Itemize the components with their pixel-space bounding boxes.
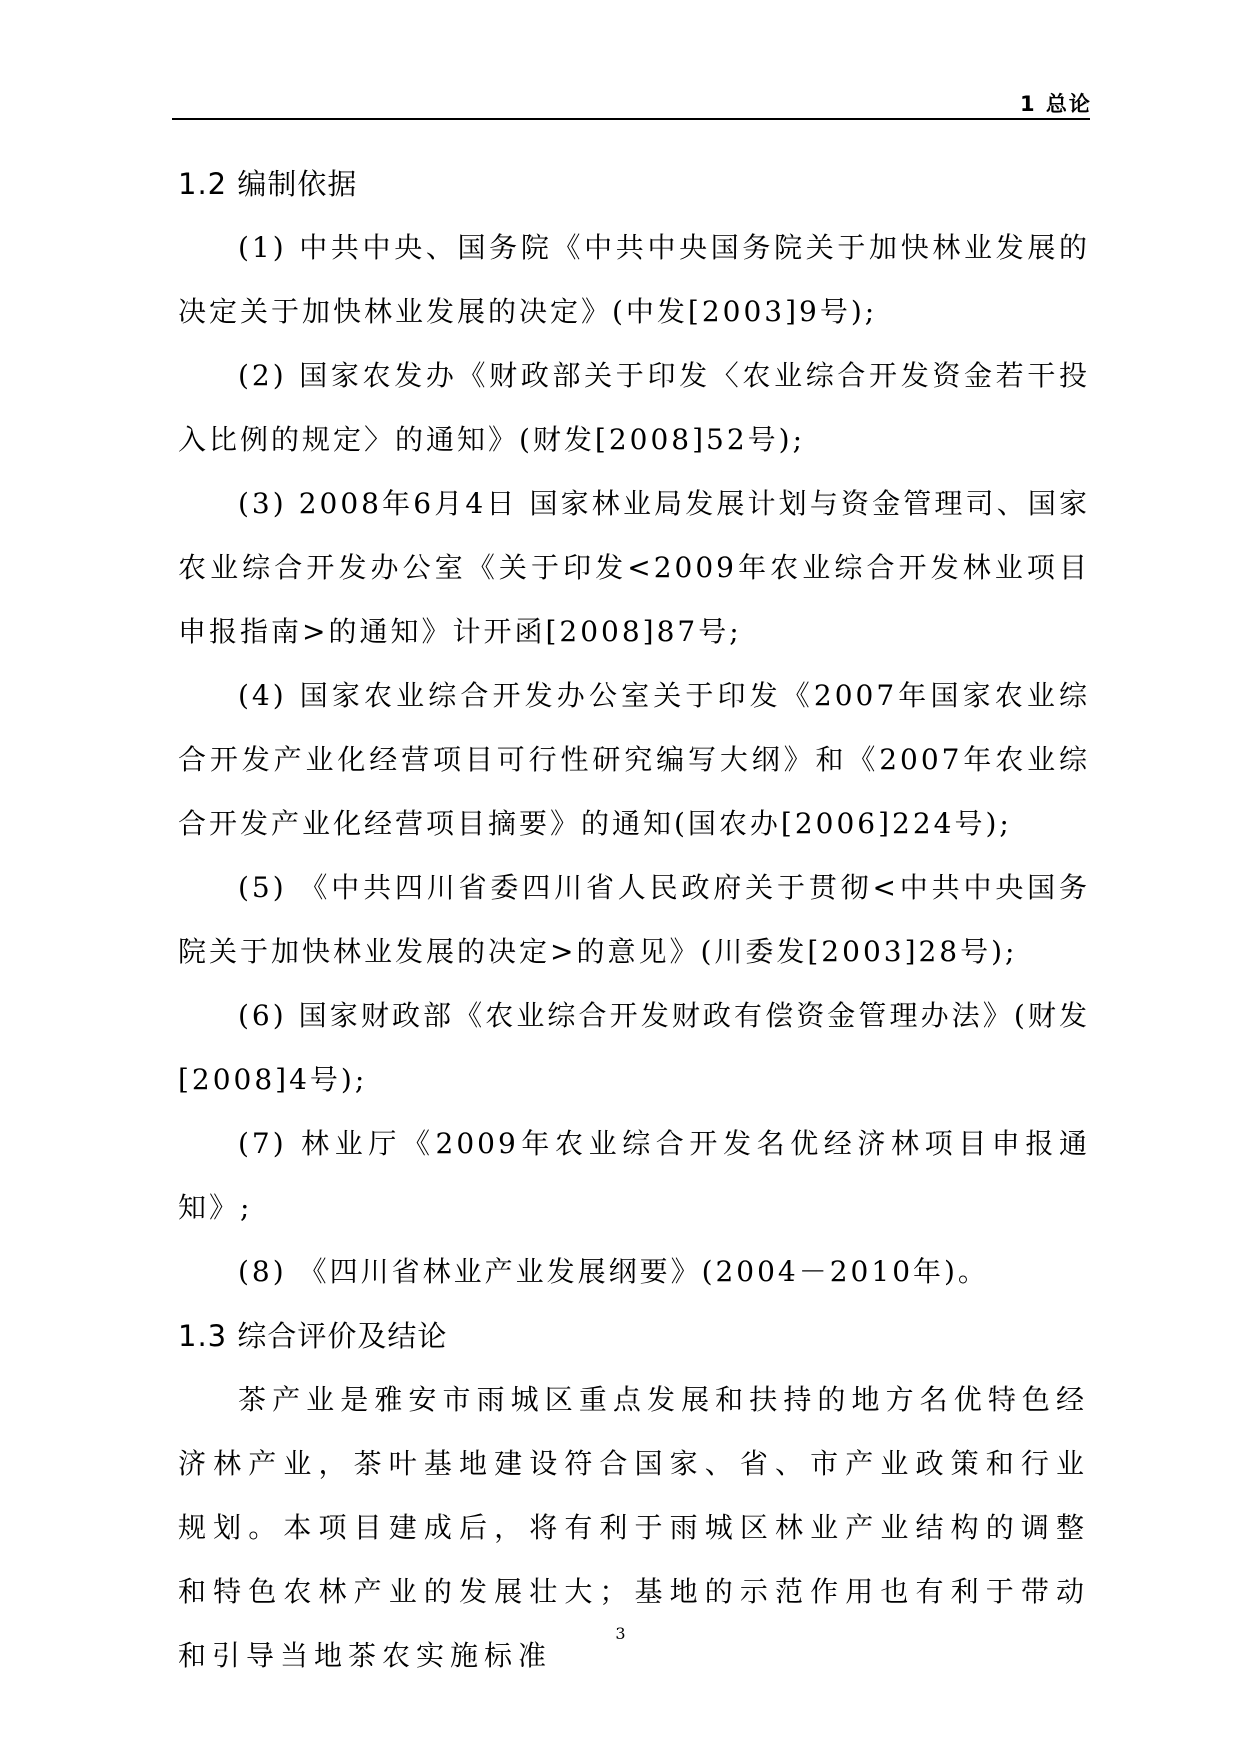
basis-item-7: (7) 林业厅《2009年农业综合开发名优经济林项目申报通知》; [178, 1127, 1090, 1224]
basis-item-8: (8) 《四川省林业产业发展纲要》(2004－2010年)。 [238, 1255, 989, 1288]
section-heading-1-3: 1.3 综合评价及结论 [178, 1319, 448, 1353]
basis-item-6: (6) 国家财政部《农业综合开发财政有偿资金管理办法》(财发[2008]4号); [178, 999, 1090, 1096]
evaluation-paragraph: 茶产业是雅安市雨城区重点发展和扶持的地方名优特色经济林产业，茶叶基地建设符合国家、省、市产业政策和行业规划。本项目建成后，将有利于雨城区林业产业结构的调整和特色农林产业的发展壮大；基地的示范作用也有利于带动和引导当地茶农实施标准 [178, 1383, 1090, 1672]
header-divider [172, 118, 1090, 120]
basis-item-1: (1) 中共中央、国务院《中共中央国务院关于加快林业发展的决定关于加快林业发展的决定》(中发[2003]9号); [178, 231, 1090, 328]
page-body [178, 152, 1090, 1688]
chapter-header: 1 总论 [1020, 92, 1092, 116]
basis-item-4: (4) 国家农业综合开发办公室关于印发《2007年国家农业综合开发产业化经营项目可行性研究编写大纲》和《2007年农业综合开发产业化经营项目摘要》的通知(国农办[2006]224号); [178, 679, 1090, 840]
basis-item-3: (3) 2008年6月4日 国家林业局发展计划与资金管理司、国家农业综合开发办公室《关于印发<2009年农业综合开发林业项目申报指南>的通知》计开函[2008]87号; [178, 487, 1090, 648]
basis-item-5: (5) 《中共四川省委四川省人民政府关于贯彻<中共中央国务院关于加快林业发展的决定>的意见》(川委发[2003]28号); [178, 871, 1090, 968]
page-number: 3 [615, 1624, 626, 1643]
section-heading-1-2: 1.2 编制依据 [178, 167, 358, 201]
basis-item-2: (2) 国家农发办《财政部关于印发〈农业综合开发资金若干投入比例的规定〉的通知》(财发[2008]52号); [178, 359, 1090, 456]
